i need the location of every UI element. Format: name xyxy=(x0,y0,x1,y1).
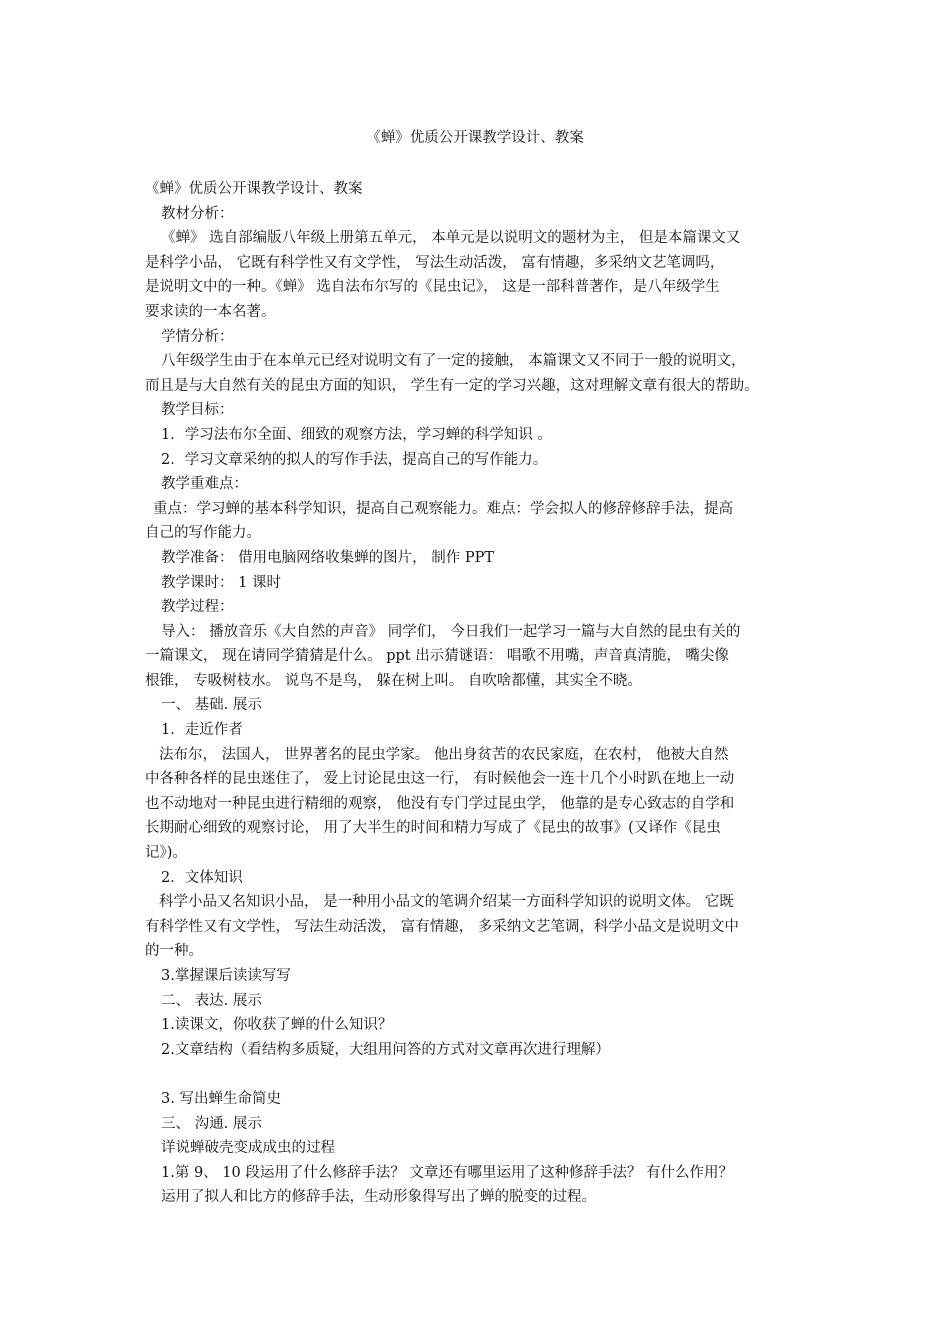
document-body xyxy=(145,177,810,1210)
paragraph-line: 科学小品又名知识小品， 是一种用小品文的笔调介绍某一方面科学知识的说明文体。 它既 xyxy=(159,894,734,911)
list-item: 1．学习法布尔全面、细致的观察方法，学习蝉的科学知识 。 xyxy=(161,426,552,443)
section-heading-three: 三、 沟通. 展示 xyxy=(161,1115,262,1132)
list-item: 1.第 9、 10 段运用了什么修辞手法？ 文章还有哪里运用了这种修辞手法？ 有什么作用？ xyxy=(161,1164,734,1181)
section-heading-key-points: 教学重难点： xyxy=(161,476,248,493)
section-heading-teaching-goals: 教学目标： xyxy=(161,402,234,419)
list-item: 1．走近作者 xyxy=(161,722,243,739)
paragraph-line: 长期耐心细致的观察讨论， 用了大半生的时间和精力写成了《昆虫的故事》(又译作《昆虫 xyxy=(145,820,721,837)
paragraph-line: 是科学小品， 它既有科学性又有文学性， 写法生动活泼， 富有情趣，多采纳文艺笔调吗， xyxy=(145,254,725,271)
paragraph-line: 要求读的一本名著。 xyxy=(145,303,276,320)
paragraph-line: 中各种各样的昆虫迷住了， 爱上讨论昆虫这一行， 有时候他会一连十几个小时趴在地上一动 xyxy=(145,771,735,788)
paragraph-line: 记》)。 xyxy=(145,845,187,862)
paragraph-line: 运用了拟人和比方的修辞手法，生动形象得写出了蝉的脱变的过程。 xyxy=(161,1189,596,1206)
paragraph-line: 自己的写作能力。 xyxy=(145,525,261,542)
section-heading-teaching-process: 教学过程： xyxy=(161,599,234,616)
subtitle-line: 《蝉》优质公开课教学设计、教案 xyxy=(145,181,363,197)
paragraph-line: 一篇课文， 现在请同学猜猜是什么。 ppt 出示猜谜语： 唱歌不用嘴，声音真清脆， 嘴尖像 xyxy=(145,648,729,665)
paragraph-line: 的一种。 xyxy=(145,943,203,960)
paragraph-line: 有科学性又有文学性， 写法生动活泼， 富有情趣， 多采纳文艺笔调，科学小品文是说明文中 xyxy=(145,918,739,935)
paragraph-line: 八年级学生由于在本单元已经对说明文有了一定的接触， 本篇课文又不同于一般的说明文， xyxy=(161,353,746,370)
section-heading-one: 一、 基础. 展示 xyxy=(161,697,262,714)
paragraph-line: 重点：学习蝉的基本科学知识，提高自己观察能力。难点：学会拟人的修辞修辞手法，提高 xyxy=(153,500,733,517)
paragraph-line: 《蝉》 选自部编版八年级上册第五单元， 本单元是以说明文的题材为主， 但是本篇课文又 xyxy=(161,230,741,247)
list-item: 2.文章结构（看结构多质疑，大组用问答的方式对文章再次进行理解） xyxy=(161,1041,610,1058)
paragraph-line: 也不动地对一种昆虫进行精细的观察， 他没有专门学过昆虫学， 他靠的是专心致志的自学和 xyxy=(145,795,735,812)
teaching-preparation-line: 教学准备： 借用电脑网络收集蝉的图片， 制作 PPT xyxy=(161,549,495,566)
paragraph-line: 根锥， 专吸树枝水。 说鸟不是鸟， 躲在树上叫。 自吹啥都懂，其实全不晓。 xyxy=(145,672,642,689)
paragraph-line: 而且是与大自然有关的昆虫方面的知识， 学生有一定的学习兴趣，这对理解文章有很大的帮助。 xyxy=(145,377,759,394)
list-item: 1.读课文，你收获了蝉的什么知识？ xyxy=(161,1017,393,1034)
section-heading-textbook-analysis: 教材分析： xyxy=(161,205,234,222)
list-item: 2．文体知识 xyxy=(161,869,243,886)
document-title: 《蝉》优质公开课教学设计、教案 xyxy=(366,130,584,146)
paragraph-line: 法布尔， 法国人， 世界著名的昆虫学家。 他出身贫苦的农民家庭，在农村， 他被大自然 xyxy=(159,746,729,763)
teaching-hours-line: 教学课时： 1 课时 xyxy=(161,574,281,591)
list-item: 2．学习文章采纳的拟人的写作手法，提高自己的写作能力。 xyxy=(161,451,548,468)
list-item: 3.掌握课后读读写写 xyxy=(161,968,291,984)
section-heading-two: 二、 表达. 展示 xyxy=(161,992,262,1009)
section-heading-student-analysis: 学情分析： xyxy=(161,328,234,345)
list-item: 3. 写出蝉生命简史 xyxy=(161,1090,281,1107)
paragraph-line: 导入： 播放音乐《大自然的声音》 同学们， 今日我们一起学习一篇与大自然的昆虫有关的 xyxy=(161,623,741,640)
paragraph-line: 详说蝉破壳变成成虫的过程 xyxy=(161,1140,335,1157)
paragraph-line: 是说明文中的一种。《蝉》 选自法布尔写的《昆虫记》， 这是一部科普著作，是八年级学生 xyxy=(145,279,720,296)
blank-line xyxy=(145,1062,810,1087)
